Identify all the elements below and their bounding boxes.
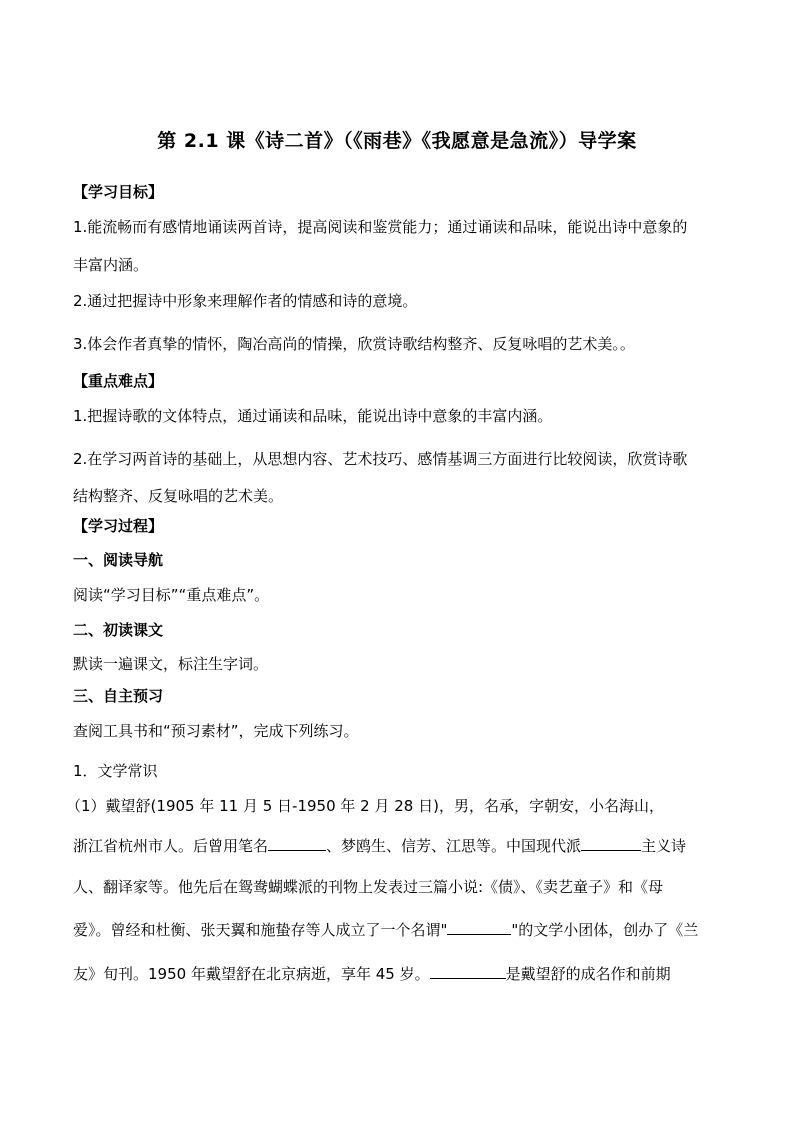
key-points-heading: 【重点难点】	[73, 372, 164, 390]
objective-1-line-2: 丰富内涵。	[73, 256, 149, 274]
fill-blank-group-name[interactable]	[447, 920, 511, 935]
section-2-heading: 二、初读课文	[73, 621, 164, 639]
section-2-text: 默读一遍课文，标注生字词。	[73, 655, 269, 673]
page-title: 第 2.1 课《诗二首》（《雨巷》《我愿意是急流》）导学案	[157, 130, 637, 152]
fill-blank-school[interactable]	[581, 836, 641, 851]
paragraph-line-2	[73, 836, 733, 856]
section-3-text: 查阅工具书和“预习素材”，完成下列练习。	[73, 722, 359, 740]
objectives-heading: 【学习目标】	[73, 183, 164, 201]
key-point-1: 1.把握诗歌的文体特点，通过诵读和品味，能说出诗中意象的丰富内涵。	[73, 407, 553, 425]
key-point-2-line-2: 结构整齐、反复咏唱的艺术美。	[73, 487, 284, 505]
process-heading: 【学习过程】	[73, 517, 164, 535]
section-1-heading: 一、阅读导航	[73, 551, 164, 569]
paragraph-line-4-part-2: "的文学小团体，创办了《兰	[511, 921, 699, 939]
paragraph-line-2-part-2: 、梦鸥生、信芳、江思等。中国现代派	[326, 837, 582, 855]
key-point-2-line-1: 2.在学习两首诗的基础上，从思想内容、艺术技巧、感情基调三方面进行比较阅读，欣赏诗歌	[73, 450, 688, 468]
fill-blank-pen-name[interactable]	[268, 836, 326, 851]
paragraph-line-2-part-1: 浙江省杭州市人。后曾用笔名	[73, 837, 269, 855]
paragraph-line-1: （1）戴望舒(1905 年 11 月 5 日-1950 年 2 月 28 日)，男，名承，字朝安，小名海山，	[66, 797, 664, 815]
fill-blank-famous-work[interactable]	[430, 964, 506, 979]
objective-2: 2.通过把握诗中形象来理解作者的情感和诗的意境。	[73, 292, 418, 310]
objective-1-line-1: 1.能流畅而有感情地诵读两首诗，提高阅读和鉴赏能力；通过诵读和品味，能说出诗中意象的	[73, 218, 688, 236]
subsection-1-heading: 1．文学常识	[73, 762, 158, 780]
paragraph-line-5	[73, 964, 733, 984]
paragraph-line-5-part-1: 友》旬刊。1950 年戴望舒在北京病逝，享年 45 岁。	[73, 965, 430, 983]
paragraph-line-5-part-2: 是戴望舒的成名作和前期	[505, 965, 671, 983]
paragraph-line-4-part-1: 爱》。曾经和杜衡、张天翼和施蛰存等人成立了一个名谓"	[73, 921, 448, 939]
section-3-heading: 三、自主预习	[73, 687, 164, 705]
section-1-text: 阅读“学习目标”“重点难点”。	[73, 586, 270, 604]
paragraph-line-2-part-3: 主义诗	[641, 837, 687, 855]
objective-3: 3.体会作者真挚的情怀，陶冶高尚的情操，欣赏诗歌结构整齐、反复咏唱的艺术美。。	[73, 335, 635, 353]
paragraph-line-3: 人、翻译家等。他先后在鸳鸯蝴蝶派的刊物上发表过三篇小说:《债》、《卖艺童子》和《母	[73, 878, 664, 896]
paragraph-line-4	[73, 920, 733, 940]
